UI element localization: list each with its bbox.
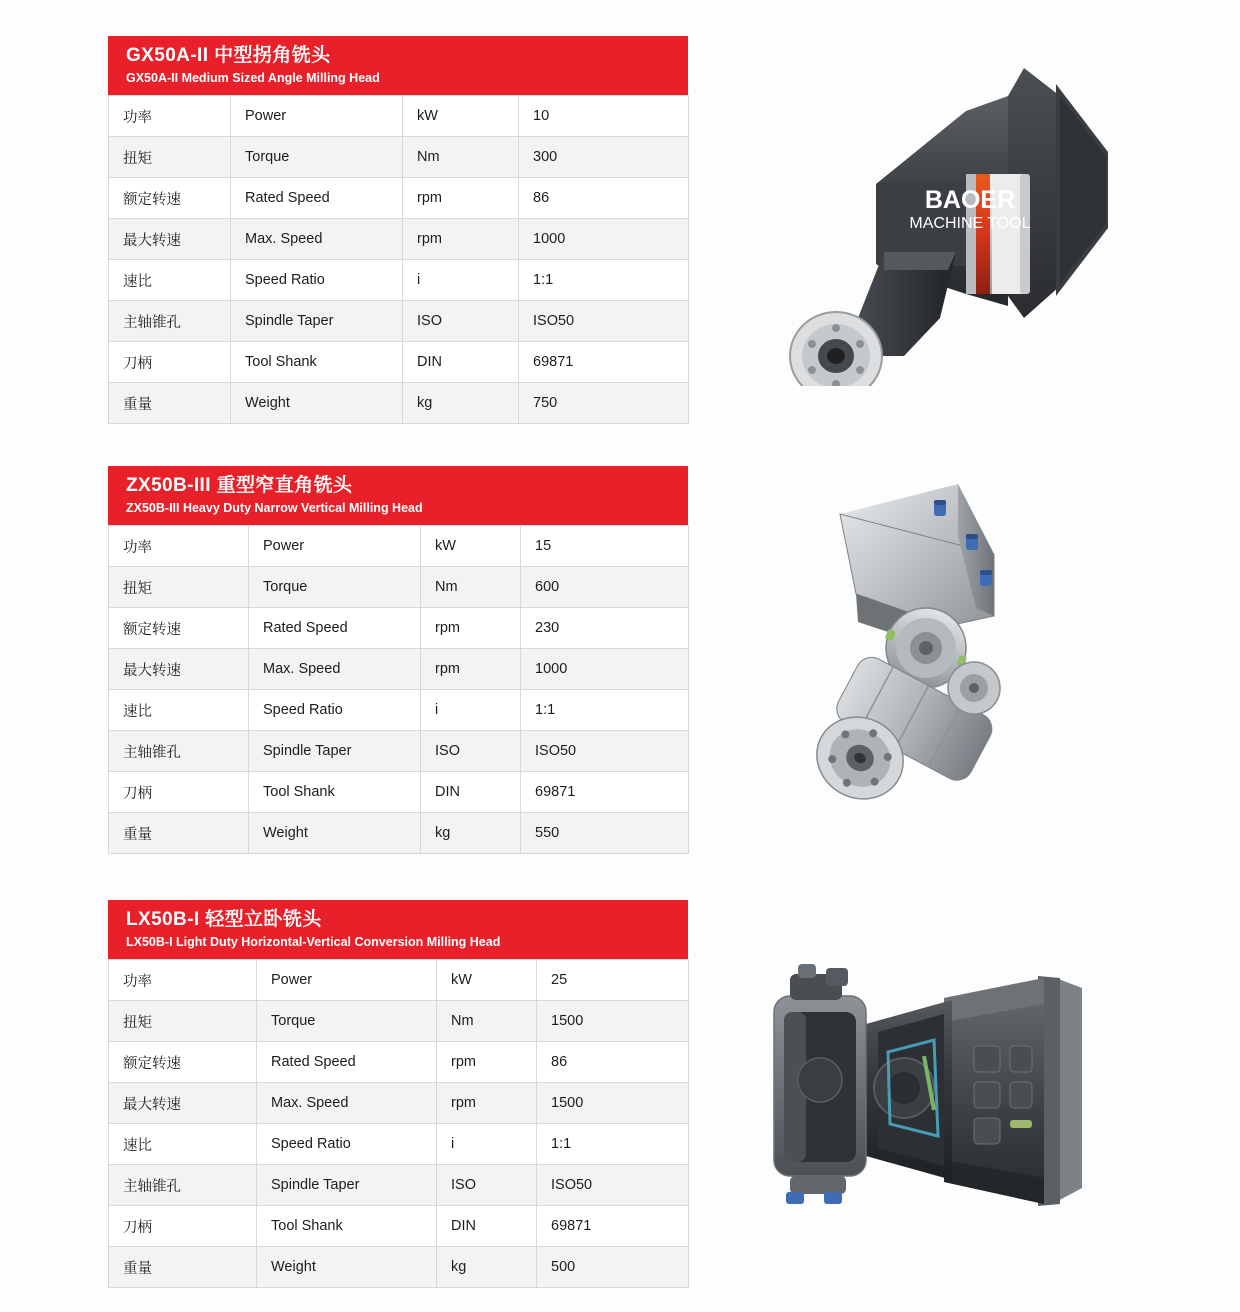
spec-value: 86 xyxy=(519,178,689,219)
spec-label-en: Weight xyxy=(231,383,403,424)
spec-unit: Nm xyxy=(403,137,519,178)
spec-unit: rpm xyxy=(403,178,519,219)
spec-unit: kg xyxy=(437,1247,537,1288)
spec-value: 69871 xyxy=(521,772,689,813)
spec-label-en: Rated Speed xyxy=(257,1042,437,1083)
table-row xyxy=(109,96,689,137)
spec-table xyxy=(108,95,689,424)
spec-value: 1:1 xyxy=(521,690,689,731)
spec-value: 500 xyxy=(537,1247,689,1288)
product-title-en: GX50A-II Medium Sized Angle Milling Head xyxy=(126,70,380,85)
table-row xyxy=(109,1124,689,1165)
spec-unit: rpm xyxy=(437,1083,537,1124)
spec-label-cn: 速比 xyxy=(109,260,231,301)
spec-label-cn: 额定转速 xyxy=(109,178,231,219)
spec-value: 10 xyxy=(519,96,689,137)
table-row xyxy=(109,1206,689,1247)
spec-unit: DIN xyxy=(403,342,519,383)
spec-label-en: Power xyxy=(249,526,421,567)
spec-label-en: Spindle Taper xyxy=(249,731,421,772)
spec-label-cn: 扭矩 xyxy=(109,1001,257,1042)
brand-subtitle-text: MACHINE TOOL xyxy=(909,215,1031,232)
table-row xyxy=(109,960,689,1001)
spec-label-en: Power xyxy=(231,96,403,137)
spec-value: 1:1 xyxy=(519,260,689,301)
horizontal-vertical-conversion-head-render xyxy=(738,960,1118,1240)
table-row xyxy=(109,301,689,342)
spec-unit: rpm xyxy=(421,649,521,690)
spec-unit: kg xyxy=(421,813,521,854)
spec-unit: kW xyxy=(421,526,521,567)
spec-label-cn: 主轴锥孔 xyxy=(109,1165,257,1206)
spec-unit: i xyxy=(421,690,521,731)
table-row xyxy=(109,178,689,219)
spec-label-cn: 扭矩 xyxy=(109,567,249,608)
spec-label-cn: 功率 xyxy=(109,526,249,567)
spec-value: 15 xyxy=(521,526,689,567)
table-row xyxy=(109,526,689,567)
spec-table-wrapper xyxy=(108,466,688,854)
spec-table-wrapper xyxy=(108,36,688,424)
spec-unit: DIN xyxy=(421,772,521,813)
product-block-gx50a xyxy=(108,36,1128,424)
table-row xyxy=(109,1042,689,1083)
product-title-en: LX50B-I Light Duty Horizontal-Vertical Conversion Milling Head xyxy=(126,934,501,949)
table-row xyxy=(109,690,689,731)
narrow-vertical-milling-head-render xyxy=(798,476,1128,816)
table-row xyxy=(109,608,689,649)
spec-label-cn: 最大转速 xyxy=(109,219,231,260)
spec-table xyxy=(108,525,689,854)
spec-value: 1000 xyxy=(521,649,689,690)
table-row xyxy=(109,731,689,772)
spec-table xyxy=(108,959,689,1288)
spec-value: ISO50 xyxy=(519,301,689,342)
spec-value: 300 xyxy=(519,137,689,178)
product-title-header xyxy=(108,36,688,95)
spec-unit: ISO xyxy=(437,1165,537,1206)
spec-label-en: Tool Shank xyxy=(249,772,421,813)
table-row xyxy=(109,649,689,690)
table-row xyxy=(109,260,689,301)
spec-label-en: Rated Speed xyxy=(231,178,403,219)
spec-label-en: Torque xyxy=(257,1001,437,1042)
spec-label-cn: 最大转速 xyxy=(109,1083,257,1124)
spec-unit: i xyxy=(403,260,519,301)
product-block-lx50b xyxy=(108,900,1128,1288)
product-title-header xyxy=(108,900,688,959)
product-title-cn: GX50A-II 中型拐角铣头 xyxy=(126,45,331,66)
spec-unit: Nm xyxy=(437,1001,537,1042)
spec-label-cn: 主轴锥孔 xyxy=(109,731,249,772)
table-row xyxy=(109,1247,689,1288)
product-title-en: ZX50B-III Heavy Duty Narrow Vertical Milling Head xyxy=(126,500,423,515)
spec-label-en: Spindle Taper xyxy=(257,1165,437,1206)
spec-label-en: Max. Speed xyxy=(257,1083,437,1124)
spec-unit: rpm xyxy=(421,608,521,649)
spec-label-cn: 重量 xyxy=(109,1247,257,1288)
spec-label-en: Max. Speed xyxy=(249,649,421,690)
table-row xyxy=(109,1001,689,1042)
spec-label-en: Tool Shank xyxy=(257,1206,437,1247)
table-row xyxy=(109,813,689,854)
spec-label-en: Speed Ratio xyxy=(231,260,403,301)
spec-unit: ISO xyxy=(421,731,521,772)
spec-label-en: Speed Ratio xyxy=(249,690,421,731)
product-title-cn: ZX50B-III 重型窄直角铣头 xyxy=(126,475,353,496)
spec-label-cn: 重量 xyxy=(109,813,249,854)
spec-table-wrapper xyxy=(108,900,688,1288)
spec-value: 69871 xyxy=(519,342,689,383)
spec-label-cn: 额定转速 xyxy=(109,1042,257,1083)
spec-value: 25 xyxy=(537,960,689,1001)
spec-unit: ISO xyxy=(403,301,519,342)
table-row xyxy=(109,137,689,178)
table-row xyxy=(109,1083,689,1124)
spec-value: 1:1 xyxy=(537,1124,689,1165)
table-row xyxy=(109,219,689,260)
angle-milling-head-photo xyxy=(708,56,1128,386)
spec-value: 550 xyxy=(521,813,689,854)
spec-unit: rpm xyxy=(403,219,519,260)
table-row xyxy=(109,772,689,813)
spec-value: 86 xyxy=(537,1042,689,1083)
table-row xyxy=(109,567,689,608)
spec-label-en: Max. Speed xyxy=(231,219,403,260)
spec-label-en: Speed Ratio xyxy=(257,1124,437,1165)
spec-label-en: Spindle Taper xyxy=(231,301,403,342)
spec-label-en: Weight xyxy=(257,1247,437,1288)
spec-value: 230 xyxy=(521,608,689,649)
spec-unit: kW xyxy=(403,96,519,137)
spec-label-en: Tool Shank xyxy=(231,342,403,383)
spec-label-cn: 刀柄 xyxy=(109,1206,257,1247)
spec-label-cn: 功率 xyxy=(109,96,231,137)
spec-unit: DIN xyxy=(437,1206,537,1247)
spec-value: ISO50 xyxy=(521,731,689,772)
spec-unit: Nm xyxy=(421,567,521,608)
spec-unit: kg xyxy=(403,383,519,424)
spec-value: ISO50 xyxy=(537,1165,689,1206)
spec-label-en: Rated Speed xyxy=(249,608,421,649)
product-title-cn: LX50B-I 轻型立卧铣头 xyxy=(126,909,322,930)
spec-label-cn: 扭矩 xyxy=(109,137,231,178)
spec-value: 1000 xyxy=(519,219,689,260)
spec-label-cn: 额定转速 xyxy=(109,608,249,649)
spec-label-cn: 刀柄 xyxy=(109,342,231,383)
spec-label-cn: 最大转速 xyxy=(109,649,249,690)
spec-label-cn: 速比 xyxy=(109,690,249,731)
spec-label-cn: 功率 xyxy=(109,960,257,1001)
spec-label-en: Power xyxy=(257,960,437,1001)
spec-unit: rpm xyxy=(437,1042,537,1083)
table-row xyxy=(109,342,689,383)
product-block-zx50b xyxy=(108,466,1128,854)
brand-name-text: BAOER xyxy=(924,186,1016,214)
spec-label-en: Torque xyxy=(249,567,421,608)
spec-value: 1500 xyxy=(537,1001,689,1042)
product-title-header xyxy=(108,466,688,525)
spec-label-en: Weight xyxy=(249,813,421,854)
spec-label-cn: 主轴锥孔 xyxy=(109,301,231,342)
spec-value: 750 xyxy=(519,383,689,424)
spec-label-cn: 重量 xyxy=(109,383,231,424)
spec-value: 69871 xyxy=(537,1206,689,1247)
spec-value: 1500 xyxy=(537,1083,689,1124)
table-row xyxy=(109,1165,689,1206)
spec-label-cn: 刀柄 xyxy=(109,772,249,813)
spec-label-en: Torque xyxy=(231,137,403,178)
spec-label-cn: 速比 xyxy=(109,1124,257,1165)
table-row xyxy=(109,383,689,424)
spec-value: 600 xyxy=(521,567,689,608)
spec-unit: i xyxy=(437,1124,537,1165)
spec-unit: kW xyxy=(437,960,537,1001)
